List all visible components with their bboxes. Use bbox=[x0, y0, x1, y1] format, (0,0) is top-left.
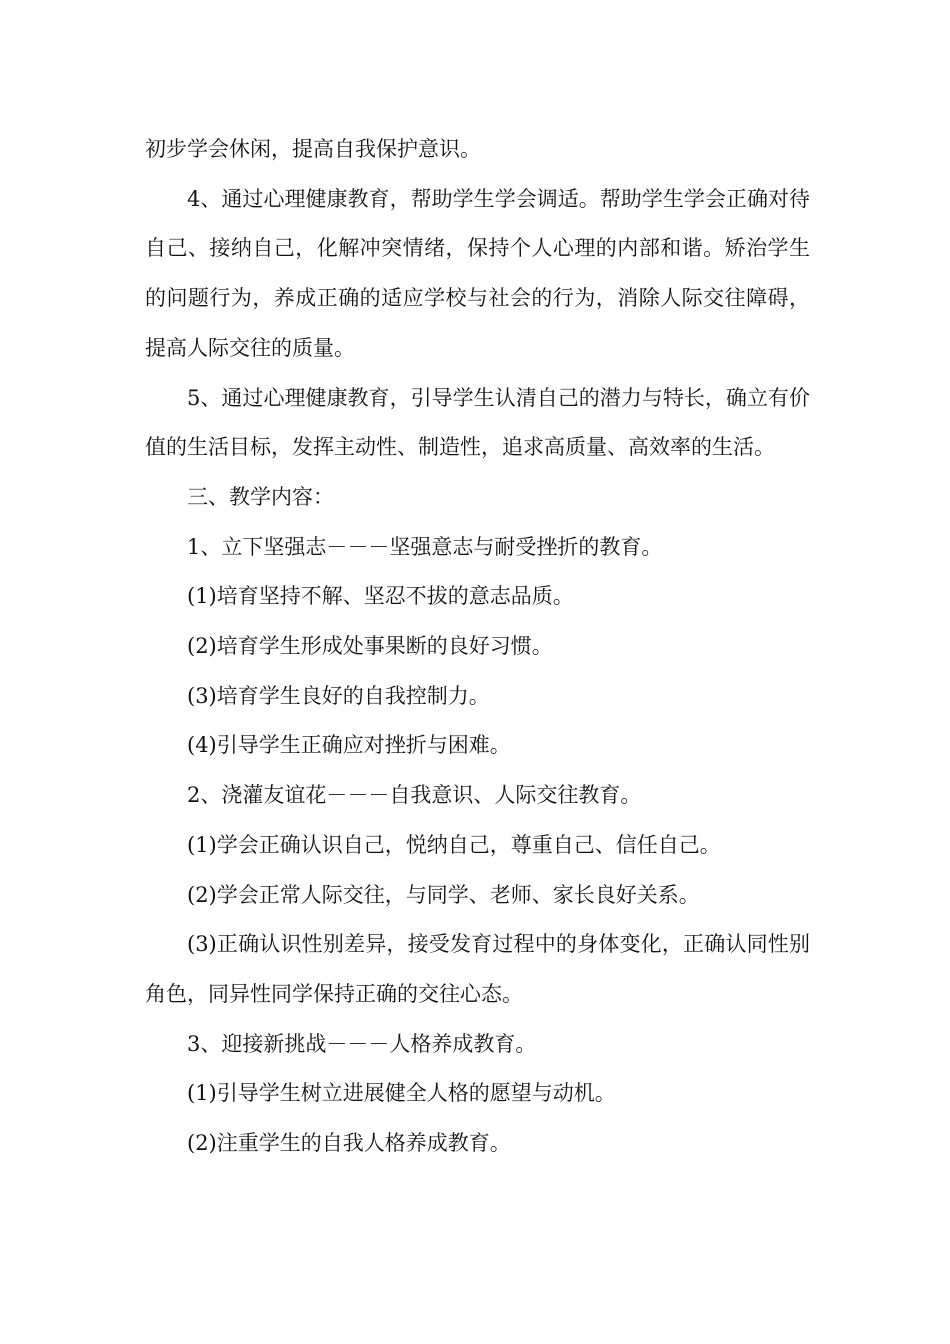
paragraph-goal-5: 5、通过心理健康教育，引导学生认清自己的潜力与特长，确立有价值的生活目标，发挥主动性、制造性，追求高质量、高效率的生活。 bbox=[145, 385, 810, 460]
topic-2-heading: 2、浇灌友谊花－－－自我意识、人际交往教育。 bbox=[187, 783, 642, 808]
topic-3-item-1: (1)引导学生树立进展健全人格的愿望与动机。 bbox=[187, 1081, 616, 1106]
topic-2-item-1: (1)学会正确认识自己，悦纳自己，尊重自己、信任自己。 bbox=[187, 832, 721, 857]
section-heading-teaching-content: 三、教学内容： bbox=[187, 484, 334, 509]
topic-1-item-4: (4)引导学生正确应对挫折与困难。 bbox=[187, 733, 511, 758]
topic-1-item-3: (3)培育学生良好的自我控制力。 bbox=[187, 683, 490, 708]
topic-1-heading: 1、立下坚强志－－－坚强意志与耐受挫折的教育。 bbox=[187, 534, 663, 559]
topic-2-item-3: (3)正确认识性别差异，接受发育过程中的身体变化，正确认同性别角色，同异性同学保持正确的交往心态。 bbox=[145, 932, 810, 1006]
topic-1-item-1: (1)培育坚持不解、坚忍不拔的意志品质。 bbox=[187, 584, 574, 609]
topic-1-item-2: (2)培育学生形成处事果断的良好习惯。 bbox=[187, 634, 553, 659]
document-body bbox=[145, 125, 810, 1169]
topic-2-item-2: (2)学会正常人际交往，与同学、老师、家长良好关系。 bbox=[187, 882, 700, 907]
topic-3-heading: 3、迎接新挑战－－－人格养成教育。 bbox=[187, 1031, 537, 1056]
paragraph-leisure-safety: 初步学会休闲，提高自我保护意识。 bbox=[145, 137, 481, 161]
topic-3-item-2: (2)注重学生的自我人格养成教育。 bbox=[187, 1131, 511, 1156]
paragraph-goal-4: 4、通过心理健康教育，帮助学生学会调适。帮助学生学会正确对待自己、接纳自己，化解冲突情绪，保持个人心理的内部和谐。矫治学生的问题行为，养成正确的适应学校与社会的行为，消除人际交往障碍，提高人际交往的质量。 bbox=[145, 186, 810, 360]
